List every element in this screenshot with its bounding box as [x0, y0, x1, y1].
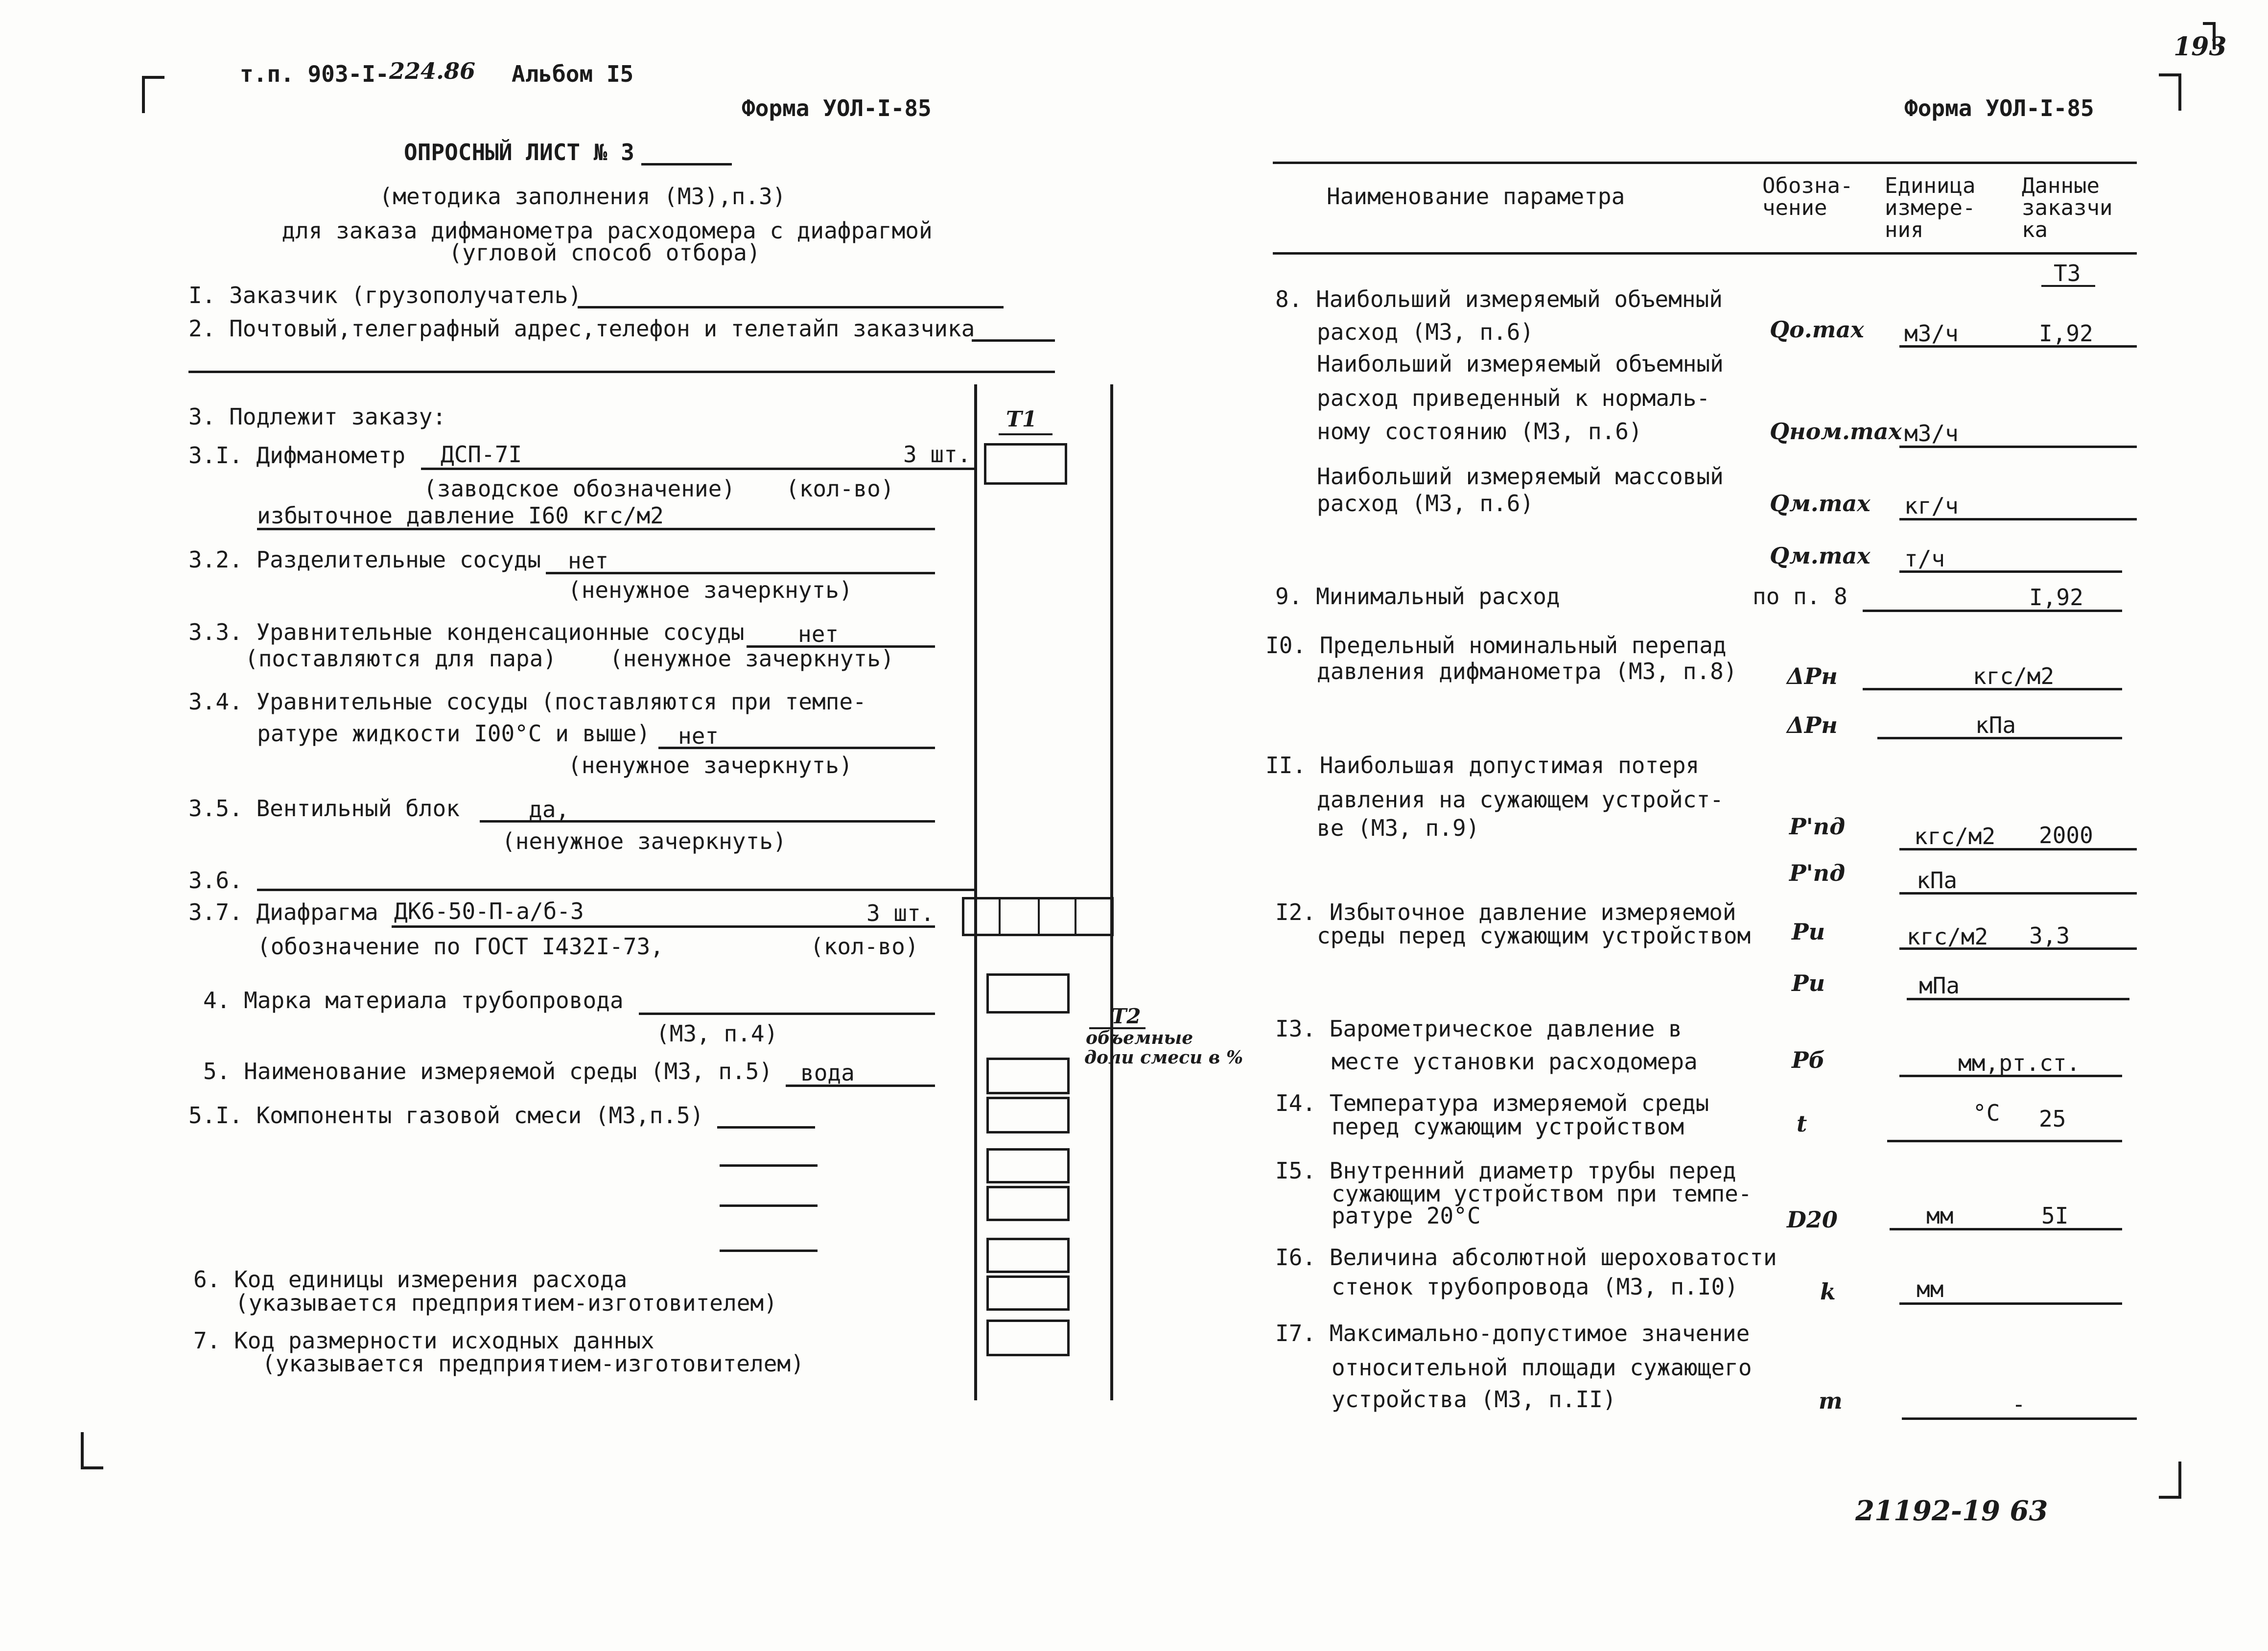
row-13-rule	[1899, 1075, 2122, 1077]
t3-underline	[2041, 285, 2095, 287]
row-16-unit: мм	[1917, 1276, 1944, 1302]
row-12b-rule	[1907, 998, 2129, 1000]
item-3-1-pressure-underline	[257, 528, 935, 530]
item-4-caption: (МЗ, п.4)	[656, 1020, 778, 1047]
item-5-1-field-1	[717, 1126, 815, 1129]
row-13-line2: месте установки расходомера	[1332, 1048, 1698, 1075]
item-3-3-value: нет	[798, 621, 839, 647]
row-13-symbol: Pб	[1792, 1047, 1825, 1073]
item-5-value: вода	[800, 1060, 855, 1086]
item-3-2-caption: (ненужное зачеркнуть)	[568, 577, 853, 603]
crop-mark-top-left	[142, 76, 164, 113]
code-box-3-7-divider-3	[1075, 897, 1076, 936]
t1-underline	[999, 433, 1052, 435]
row-11-line1: II. Наибольшая допустимая потеря	[1265, 752, 1700, 778]
item-5-1-field-3	[720, 1204, 818, 1207]
row-8b-line2: расход приведенный к нормаль-	[1317, 385, 1710, 411]
item-3-7-value: ДК6-50-П-а/б-3	[394, 898, 584, 924]
row-15-unit: мм	[1926, 1203, 1954, 1229]
row-8c-line2: расход (МЗ, п.6)	[1317, 490, 1534, 517]
row-10-symbol: ΔPн	[1787, 663, 1838, 689]
header-data-2: заказчи	[2022, 195, 2113, 220]
item-6-line1: 6. Код единицы измерения расхода	[193, 1266, 628, 1293]
row-8-unit: м3/ч	[1904, 320, 1959, 347]
row-12-rule	[1899, 947, 2137, 950]
item-5-1-label: 5.I. Компоненты газовой смеси (МЗ,п.5)	[188, 1102, 704, 1129]
form-purpose-2: (угловой способ отбора)	[448, 239, 761, 266]
form-purpose: для заказа дифманометра расходомера с диафрагмой	[281, 217, 933, 244]
row-8d-symbol: Qм.max	[1770, 542, 1871, 569]
code-box-3-7-divider-1	[999, 897, 1001, 936]
row-12-value: 3,3	[2029, 922, 2070, 949]
row-17-line2: относительной площади сужающего	[1332, 1354, 1752, 1381]
row-11-line2: давления на сужающем устройст-	[1317, 786, 1724, 813]
row-10-line1: I0. Предельный номинальный перепад	[1265, 632, 1727, 659]
row-12b-unit: мПа	[1919, 972, 1960, 999]
row-11b-unit: кПа	[1917, 867, 1958, 894]
item-5-1-field-2	[720, 1164, 818, 1167]
item-3-1-field	[421, 468, 974, 470]
item-5-field	[786, 1085, 935, 1087]
item-1-field	[578, 306, 1004, 308]
item-2-field	[972, 339, 1055, 342]
item-5-label: 5. Наименование измеряемой среды (МЗ, п.5)	[203, 1058, 773, 1085]
form-code-left: Форма УОЛ-I-85	[742, 95, 932, 121]
code-box-5-1-a	[986, 1097, 1070, 1133]
row-10b-unit: кПа	[1975, 712, 2016, 738]
row-15-line3: ратуре 20°С	[1332, 1203, 1481, 1229]
item-3-3-label: 3.3. Уравнительные конденсационные сосуды	[188, 619, 745, 645]
code-box-6	[986, 1275, 1070, 1311]
item-7-line1: 7. Код размерности исходных данных	[193, 1327, 655, 1354]
row-13-line1: I3. Барометрическое давление в	[1275, 1015, 1682, 1042]
footer-stamp: 21192-19 63	[1855, 1495, 2048, 1527]
row-8-value: I,92	[2039, 320, 2093, 347]
code-box-5-1-c	[986, 1186, 1070, 1221]
row-9-value: I,92	[2029, 584, 2083, 611]
row-15-line2: сужающим устройством при темпе-	[1332, 1180, 1752, 1207]
row-8-rule	[1899, 345, 2137, 348]
row-8b-line3: ному состоянию (МЗ, п.6)	[1317, 418, 1642, 445]
item-3-1-value: ДСП-7I	[441, 441, 522, 468]
row-16-line1: I6. Величина абсолютной шероховатости	[1275, 1244, 1777, 1271]
item-1-customer: I. Заказчик (грузополучатель)	[188, 282, 582, 308]
item-3-4-value: нет	[678, 723, 719, 749]
form-title: ОПРОСНЫЙ ЛИСТ № 3	[404, 139, 634, 165]
row-11b-symbol: P'пд	[1789, 860, 1846, 886]
crop-mark-bottom-right	[2159, 1462, 2181, 1499]
row-8-line1: 8. Наибольший измеряемый объемный	[1275, 286, 1723, 312]
item-3-6-field	[257, 889, 974, 891]
code-box-3-7-divider-2	[1038, 897, 1040, 936]
row-11-rule	[1899, 848, 2137, 850]
header-data-1: Данные	[2022, 173, 2100, 198]
item-3-5-value: да,	[529, 796, 570, 823]
item-2-field-line2	[188, 371, 1055, 373]
code-box-4	[986, 973, 1070, 1014]
row-12-unit: кгс/м2	[1907, 923, 1988, 950]
row-10-unit: кгс/м2	[1973, 663, 2055, 689]
row-8d-unit: т/ч	[1904, 545, 1945, 572]
item-3-5-field	[480, 820, 935, 823]
row-15-symbol: D20	[1787, 1206, 1838, 1233]
row-8-line2: расход (МЗ, п.6)	[1317, 319, 1534, 345]
row-8d-rule	[1899, 570, 2122, 573]
row-8c-line1: Наибольший измеряемый массовый	[1317, 463, 1724, 490]
item-4-label: 4. Марка материала трубопровода	[203, 987, 624, 1014]
row-14-value: 25	[2039, 1106, 2066, 1132]
row-15-rule	[1890, 1228, 2122, 1230]
item-3-3-for-steam: (поставляются для пара)	[245, 645, 557, 672]
row-16-line2: стенок трубопровода (МЗ, п.I0)	[1332, 1274, 1738, 1300]
code-column-left-border	[974, 384, 977, 1400]
item-3-7-caption-qty: (кол-во)	[810, 933, 919, 960]
crop-mark-top-right	[2159, 73, 2181, 111]
row-9-label: 9. Минимальный расход	[1275, 583, 1560, 610]
row-8b-symbol: Qном.max	[1770, 418, 1902, 445]
item-3-7-caption-gost: (обозначение по ГОСТ I432I-73,	[257, 933, 664, 960]
row-14-line1: I4. Температура измеряемой среды	[1275, 1090, 1709, 1116]
row-8b-unit: м3/ч	[1904, 420, 1959, 447]
row-13-unit: мм,рт.ст.	[1958, 1050, 2081, 1076]
item-3-order: 3. Подлежит заказу:	[188, 403, 446, 430]
row-14-unit: °С	[1973, 1100, 2000, 1126]
item-4-field	[639, 1013, 935, 1015]
table-top-rule	[1273, 162, 2137, 164]
t2-note-volume: объемные	[1086, 1028, 1193, 1048]
album-label: Альбом I5	[512, 61, 634, 87]
t2-note-mixture: доли смеси в %	[1084, 1047, 1243, 1068]
item-3-6-label: 3.6.	[188, 867, 243, 894]
item-3-7-qty: 3 шт.	[866, 900, 935, 926]
item-3-1-pressure: избыточное давление I60 кгс/м2	[257, 502, 664, 529]
row-8c-symbol: Qм.max	[1770, 490, 1871, 517]
item-3-7-field	[392, 925, 935, 928]
row-9-reference: по п. 8	[1753, 583, 1847, 610]
row-15-value: 5I	[2041, 1203, 2069, 1229]
form-method: (методика заполнения (МЗ),п.3)	[379, 183, 786, 210]
row-11-unit: кгс/м2	[1914, 823, 1996, 849]
row-8b-line1: Наибольший измеряемый объемный	[1317, 351, 1724, 377]
item-3-4-line1: 3.4. Уравнительные сосуды (поставляются при темпе-	[188, 688, 866, 715]
item-6-line2: (указывается предприятием-изготовителем)	[235, 1290, 777, 1316]
row-11-line3: ве (МЗ, п.9)	[1317, 815, 1480, 841]
header-unit-3: ния	[1885, 217, 1924, 242]
item-3-2-value: нет	[568, 547, 609, 574]
row-17-line1: I7. Максимально-допустимое значение	[1275, 1320, 1750, 1346]
row-8c-rule	[1899, 518, 2137, 520]
code-box-3-1	[984, 443, 1067, 485]
project-code-handwritten: 224.86	[389, 58, 476, 84]
row-10-rule	[1863, 688, 2122, 690]
row-14-rule	[1887, 1140, 2122, 1142]
row-12b-symbol: Pи	[1792, 970, 1825, 996]
item-3-4-line2: ратуре жидкости I00°С и выше)	[257, 720, 651, 747]
row-16-rule	[1899, 1302, 2122, 1305]
row-15-line1: I5. Внутренний диаметр трубы перед	[1275, 1157, 1736, 1184]
project-code: т.п. 903-I-	[240, 61, 389, 87]
row-12-symbol: Pи	[1792, 919, 1825, 945]
header-parameter-name: Наименование параметра	[1327, 183, 1625, 210]
item-3-2-field	[546, 572, 935, 574]
item-3-2-label: 3.2. Разделительные сосуды	[188, 546, 541, 573]
item-5-1-field-4	[720, 1250, 818, 1252]
item-3-4-field	[658, 747, 935, 749]
row-11-symbol: P'пд	[1789, 813, 1846, 840]
item-3-1-qty: 3 шт.	[903, 441, 971, 468]
header-designation-1: Обозна-	[1762, 173, 1853, 198]
code-box-7	[986, 1320, 1070, 1356]
code-box-5	[986, 1058, 1070, 1094]
item-3-1-caption-designation: (заводское обозначение)	[423, 475, 735, 502]
row-14-symbol: t	[1797, 1110, 1807, 1137]
row-12-line1: I2. Избыточное давление измеряемой	[1275, 899, 1736, 925]
row-11b-rule	[1899, 892, 2137, 895]
crop-mark-bottom-left	[81, 1432, 103, 1469]
item-3-3-caption: (ненужное зачеркнуть)	[609, 645, 894, 672]
row-10b-rule	[1877, 737, 2122, 739]
row-16-symbol: k	[1820, 1278, 1836, 1305]
row-8b-rule	[1899, 446, 2137, 448]
header-designation-2: чение	[1762, 195, 1827, 220]
item-3-1-caption-qty: (кол-во)	[786, 475, 894, 502]
page-number: 193	[2174, 32, 2227, 62]
item-3-5-caption: (ненужное зачеркнуть)	[502, 828, 787, 854]
row-10b-symbol: ΔPн	[1787, 712, 1838, 738]
header-data-3: ка	[2022, 217, 2048, 242]
item-2-address: 2. Почтовый,телеграфный адрес,телефон и телетайп заказчика	[188, 315, 975, 342]
item-3-4-caption: (ненужное зачеркнуть)	[568, 752, 853, 778]
item-3-7-label: 3.7. Диафрагма	[188, 899, 378, 925]
row-17-symbol: m	[1819, 1388, 1843, 1414]
code-box-5-1-b	[986, 1148, 1070, 1183]
t1-label: Т1	[1006, 407, 1037, 432]
form-number-underline	[641, 163, 732, 165]
row-11-value: 2000	[2039, 822, 2093, 849]
code-box-5-1-d	[986, 1238, 1070, 1273]
header-unit-2: измере-	[1885, 195, 1976, 220]
table-header-rule	[1273, 252, 2137, 255]
row-17-value: -	[2012, 1391, 2026, 1417]
row-12-line2: среды перед сужающим устройством	[1317, 922, 1751, 949]
code-column-right-border	[1110, 384, 1113, 1400]
t3-label: Т3	[2054, 260, 2081, 286]
row-9-rule	[1863, 610, 2122, 612]
row-17-line3: устройства (МЗ, п.II)	[1332, 1386, 1616, 1413]
row-14-line2: перед сужающим устройством	[1332, 1113, 1684, 1140]
item-3-1-label: 3.I. Дифманометр	[188, 442, 406, 469]
form-code-right: Форма УОЛ-I-85	[1904, 95, 2094, 121]
row-10-line2: давления дифманометра (МЗ, п.8)	[1317, 658, 1737, 684]
row-8c-unit: кг/ч	[1904, 493, 1959, 519]
header-unit-1: Единица	[1885, 173, 1976, 198]
item-7-line2: (указывается предприятием-изготовителем)	[262, 1350, 804, 1377]
item-3-5-label: 3.5. Вентильный блок	[188, 795, 460, 822]
t2-label: Т2	[1111, 1004, 1141, 1028]
row-8-symbol: Qо.max	[1770, 316, 1864, 343]
row-17-rule	[1902, 1417, 2137, 1420]
